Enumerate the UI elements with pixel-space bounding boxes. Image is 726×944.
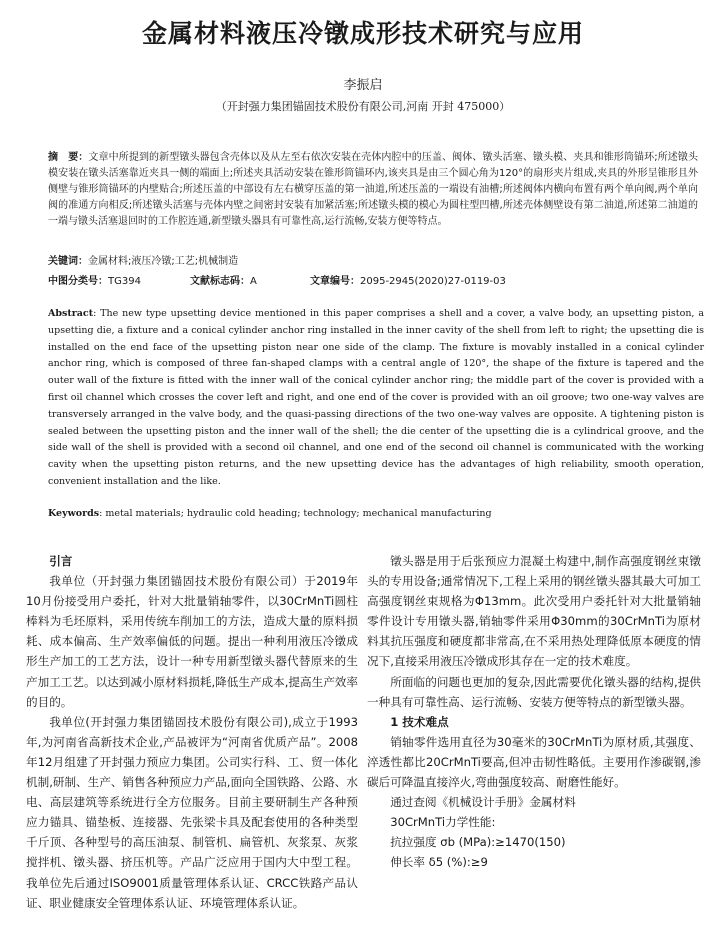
intro-paragraph-2: 我单位(开封强力集团锚固技术股份有限公司),成立于1993年,为河南省高新技术企业,产品被评为“河南省优质产品”。2008年12月组建了开封强力预应力集团。公司实行科、工、贸一体化机制,研制、生产、销售各种预应力产品,面向全国铁路、公路、水电、高层建筑等系统进行全方位服务。目前主要研制生产各种预应力锚具、锚垫板、连接器、先张梁卡具及配套使用的各种类型千斤顶、各种型号的高压油泵、制管机、扁管机、灰浆泵、灰浆搅拌机、镦头器、挤压机等。产品广泛应用于国内大中型工程。我单位先后通过ISO9001质量管理体系认证、CRCC铁路产品认证、职业健康安全管理体系认证、环境管理体系认证。	[26, 714, 358, 910]
article-number-label: 文章编号：	[310, 276, 360, 287]
keywords-en-text: : metal materials; hydraulic cold heading; technology; mechanical manufacturing	[99, 508, 492, 519]
abstract-cn-text: 文章中所提到的新型镦头器包含壳体以及从左至右依次安装在壳体内腔中的压盖、阀体、镦头活塞、镦头模、夹具和锥形筒锚环;所述镦头模安装在镦头活塞靠近夹具一侧的端面上;所述夹具活动安装在锥形筒锚环内,该夹具是由三个圆心角为120°的扇形夹片组成,夹具的外形呈锥形且外侧壁与锥形筒锚环的内壁贴合;所述压盖的中部设有左右横穿压盖的第一油道,所述压盖的一端设有油槽;所述阀体内横向布置有两个单向阀,两个单向阀的准通方向相反;所述镦头活塞与壳体内壁之间密封安装有加紧活塞;所述镦头模的模心为圆柱型凹槽,所述壳体侧壁设有第二油道,所述第二油道的一端与镦头活塞退回时的工作腔连通,新型镦头器具有可靠性高,运行流畅,安装方便等特点。	[48, 152, 699, 228]
elongation-line: 伸长率 δ5 (%):≥9	[390, 855, 488, 870]
body-right-column	[367, 551, 701, 873]
mechanical-properties-title: 30CrMnTi力学性能:	[390, 815, 496, 830]
abstract-en-text: : The new type upsetting device mentioned in this paper comprises a shell and a cover, a valve body, an upsetting piston, a upsetting die, a fixture and a conical cylinder anchor ring installed in the inner cavity of the shell from left to right; the upsetting die is installed on the end face of the upsetting piston near one side of the clamp. The fixture is movably installed in a conical cylinder anchor ring, which is composed of three fan-shaped clamps with a central angle of 120°, the shape of the fixture is tapered and the outer wall of the fixture is fitted with the inner wall of the conical cylinder anchor ring; the middle part of the cover is provided with a first oil channel which crosses the cover left and right, and one end of the cover is provided with an oil groove; two one-way valves are transversely arranged in the valve body, and the quasi-passing directions of the two one-way valves are opposite. A tightening piston is sealed between the upsetting piston and the inner wall of the shell; the die center of the upsetting die is a cylindrical groove, and the side wall of the shell is provided with a second oil channel, and one end of the second oil channel is communicated with the working cavity when the upsetting piston returns, and the new upsetting device has the advantages of high reliability, smooth operation, convenient installation and the like.	[48, 308, 704, 487]
intro-heading: 引言	[49, 554, 73, 568]
keywords-cn-label: 关键词：	[48, 256, 88, 267]
paper-title: 金属材料液压冷镦成形技术研究与应用	[141, 19, 584, 48]
doc-code	[190, 272, 257, 287]
keywords-en	[48, 508, 704, 519]
author-affiliation: （开封强力集团锚固技术股份有限公司,河南 开封 475000）	[215, 100, 511, 113]
keywords-cn-text: 金属材料;液压冷镦;工艺;机械制造	[88, 256, 239, 267]
clc-value: TG394	[108, 276, 141, 287]
clc-number	[48, 272, 141, 287]
abstract-en-label: Abstract	[48, 308, 94, 319]
author-name: 李振启	[343, 78, 383, 93]
right-paragraph-4: 通过查阅《机械设计手册》金属材料	[390, 795, 576, 810]
keywords-cn	[48, 252, 698, 267]
body-left-column	[26, 551, 358, 913]
right-paragraph-2: 所面临的问题也更加的复杂,因此需要优化镦头器的结构,提供一种具有可靠性高、运行流畅、安装方便等特点的新型镦头器。	[367, 674, 701, 709]
section-1-heading: 1 技术难点	[390, 714, 449, 729]
doc-value: A	[250, 276, 257, 287]
intro-paragraph-1: 我单位（开封强力集团锚固技术股份有限公司）于2019年10月份接受用户委托，针对大批量销轴零件，以30CrMnTi圆柱棒料为毛坯原料，采用传统车削加工的方法，造成大量的原料损耗、成本偏高、生产效率偏低的问题。提出一种利用液压冷镦成形生产加工的工艺方法，设计一种专用新型镦头器代替原来的生产加工工艺。以达到减小原材料损耗,降低生产成本,提高生产效率的目的。	[26, 574, 358, 709]
doc-label: 文献标志码：	[190, 276, 250, 287]
article-number	[310, 272, 506, 287]
right-paragraph-3: 销轴零件选用直径为30毫米的30CrMnTi为原材质,其强度、淬透性都比20CrMnTi要高,但冲击韧性略低。主要用作渗碳钢,渗碳后可降温直接淬火,弯曲强度较高、耐磨性能好。	[367, 734, 701, 790]
keywords-en-label: Keywords	[48, 508, 100, 519]
right-paragraph-1: 镦头器是用于后张预应力混凝土构建中,制作高强度钢丝束镦头的专用设备;通常情况下,工程上采用的钢丝镦头器其最大可加工高强度钢丝束规格为Φ13mm。此次受用户委托针对大批量销轴零件设计专用镦头器,销轴零件采用Φ30mm的30CrMnTi为原材料其抗压强度和硬度都非常高,在不采用热处理降低原本硬度的情况下,直接采用液压冷镦成形其存在一定的技术难度。	[367, 554, 701, 669]
abstract-cn-label: 摘 要：	[48, 152, 89, 163]
abstract-cn	[48, 150, 698, 230]
abstract-en	[48, 306, 704, 491]
article-number-value: 2095-2945(2020)27-0119-03	[360, 276, 506, 287]
tensile-strength-line: 抗拉强度 σb (MPa):≥1470(150)	[390, 835, 566, 850]
clc-label: 中图分类号：	[48, 276, 108, 287]
